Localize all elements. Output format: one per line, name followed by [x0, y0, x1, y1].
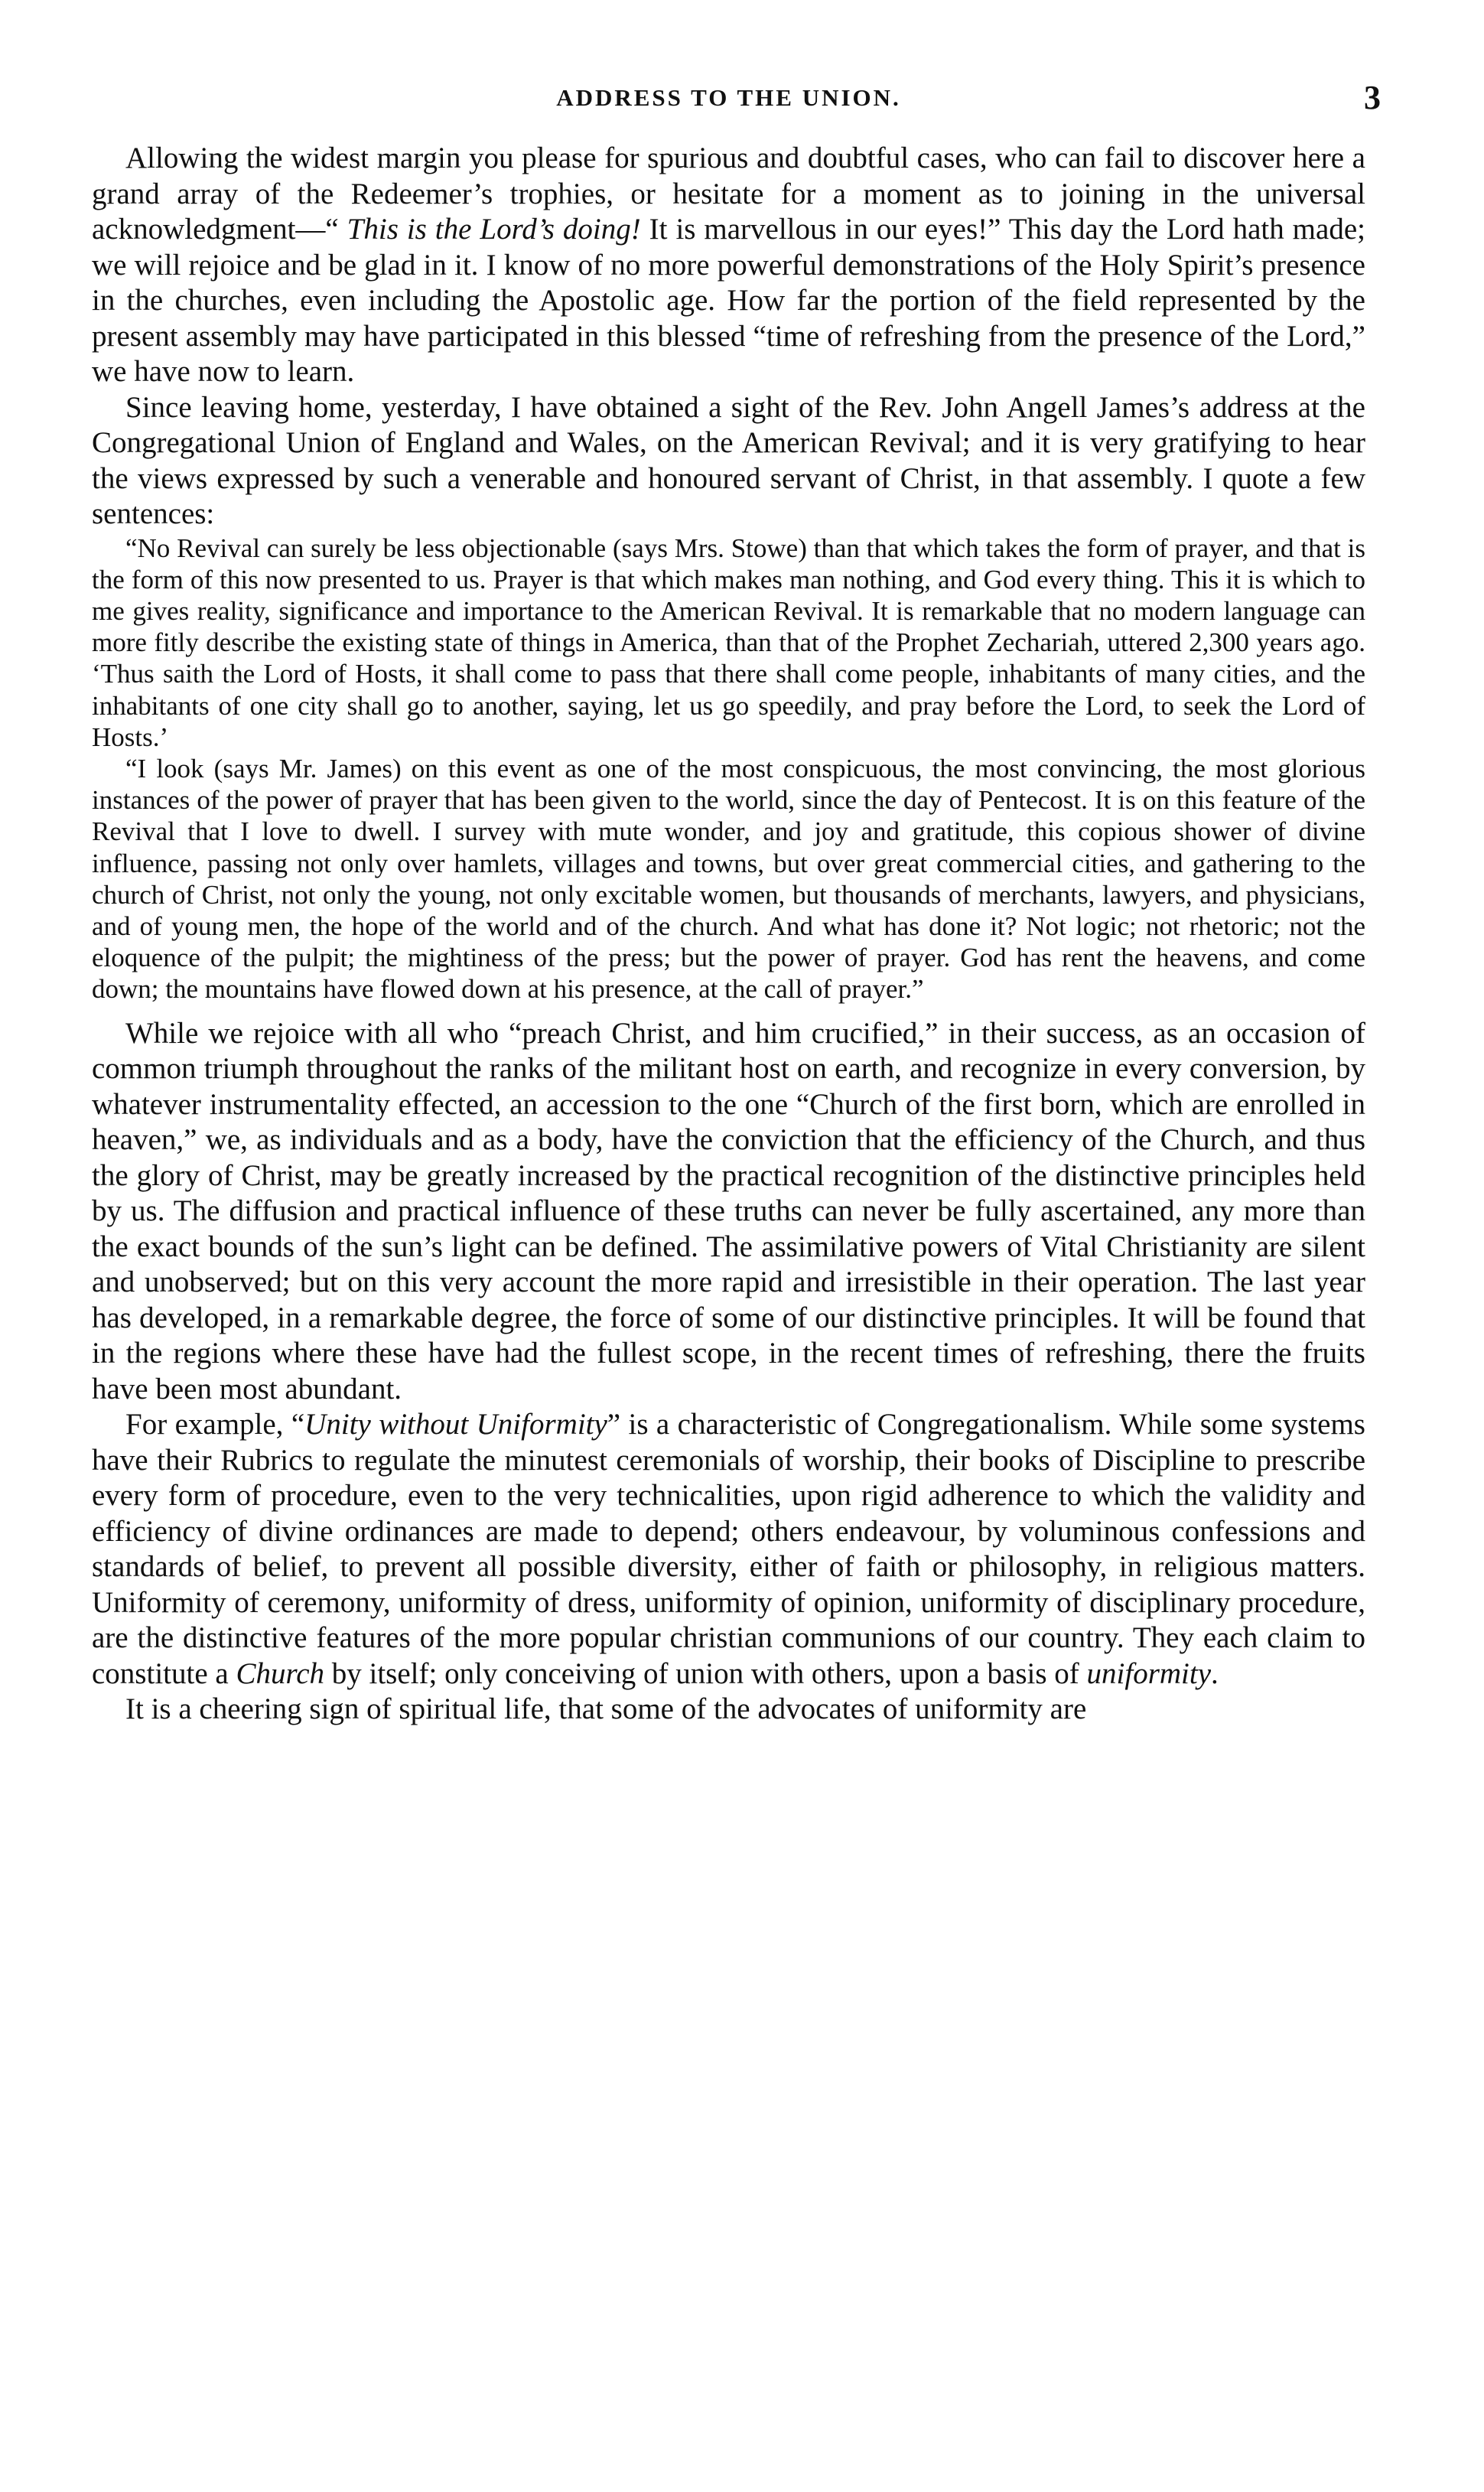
text-body	[92, 141, 1365, 1728]
paragraph-unity-without-uniformity: For example, “Unity without Uniformity” is a characteristic of Congregationalism. While some systems have their Rubrics to regulate the minutest ceremonials of worship, their books of Discipline to prescribe every form of procedure, even to the very technicalities, upon rigid adherence to which the validity and efficiency of divine ordinances are made to depend; others endeavour, by voluminous confessions and standards of belief, to prevent all possible diversity, either of faith or philosophy, in religious matters. Uniformity of ceremony, uniformity of dress, uniformity of opinion, uniformity of disciplinary procedure, are the distinctive features of the more popular christian communions of our country. They each claim to constitute a Church by itself; only conceiving of union with others, upon a basis of uniformity.	[92, 1408, 1365, 1690]
page-number: 3	[1364, 79, 1381, 116]
paragraph-distinctive-principles: While we rejoice with all who “preach Christ, and him crucified,” in their success, as an occasion of common triumph throughout the ranks of the militant host on earth, and recognize in every conversion, by whatever instrumentality effected, an accession to the one “Church of the first born, which are enrolled in heaven,” we, as individuals and as a body, have the conviction that the efficiency of the Church, and thus the glory of Christ, may be greatly increased by the practical recognition of the distinctive principles held by us. The diffusion and practical influence of these truths can never be fully ascertained, any more than the exact bounds of the sun’s light can be defined. The assimilative powers of Vital Christianity are silent and unobserved; but on this very account the more rapid and irresistible in their operation. The last year has developed, in a remarkable degree, the force of some of our distinctive principles. It will be found that in the regions where these have had the fullest scope, in the recent times of refreshing, there the fruits have been most abundant.	[92, 1016, 1365, 1406]
page	[92, 79, 1381, 1728]
paragraph-angell-james: Since leaving home, yesterday, I have obtained a sight of the Rev. John Angell James’s address at the Congregational Union of England and Wales, on the American Revival; and it is very gratifying to hear the views expressed by such a venerable and honoured servant of Christ, in that assembly. I quote a few sentences:	[92, 390, 1365, 530]
running-title: ADDRESS TO THE UNION.	[556, 84, 901, 111]
paragraph-cheering-sign: It is a cheering sign of spiritual life, that some of the advocates of uniformity are	[125, 1692, 1087, 1726]
paragraph-revival-trophies: Allowing the widest margin you please for spurious and doubtful cases, who can fail to discover here a grand array of the Redeemer’s trophies, or hesitate for a moment as to joining in the universal acknowledgment—“ This is the Lord’s doing! It is marvellous in our eyes!” This day the Lord hath made; we will rejoice and be glad in it. I know of no more powerful demonstrations of the Holy Spirit’s presence in the churches, even including the Apostolic age. How far the portion of the field represented by the present assembly may have participated in this blessed “time of refreshing from the presence of the Lord,” we have now to learn.	[92, 142, 1365, 388]
quote-mr-james: “I look (says Mr. James) on this event as one of the most conspicuous, the most convincing, the most glorious instances of the power of prayer that has been given to the world, since the day of Pentecost. It is on this feature of the Revival that I love to dwell. I survey with mute wonder, and joy and gratitude, this copious shower of divine influence, passing not only over hamlets, villages and towns, but over great commercial cities, and gathering to the church of Christ, not only the young, not only excitable women, but thousands of merchants, lawyers, and physicians, and of young men, the hope of the world and of the church. And what has done it? Not logic; not rhetoric; not the eloquence of the pulpit; the mightiness of the press; but the power of prayer. God has rent the heavens, and come down; the mountains have flowed down at his presence, at the call of prayer.”	[92, 753, 1365, 1005]
quote-mrs-stowe: “No Revival can surely be less objectionable (says Mrs. Stowe) than that which takes the form of prayer, and that is the form of this now presented to us. Prayer is that which makes man nothing, and God every thing. This it is which to me gives reality, significance and importance to the American Revival. It is remarkable that no modern language can more fitly describe the existing state of things in America, than that of the Prophet Zechariah, uttered 2,300 years ago. ‘Thus saith the Lord of Hosts, it shall come to pass that there shall come people, inhabitants of many cities, and the inhabitants of one city shall go to another, saying, let us go speedily, and pray before the Lord, to seek the Lord of Hosts.’	[92, 533, 1365, 752]
running-head	[92, 79, 1381, 130]
